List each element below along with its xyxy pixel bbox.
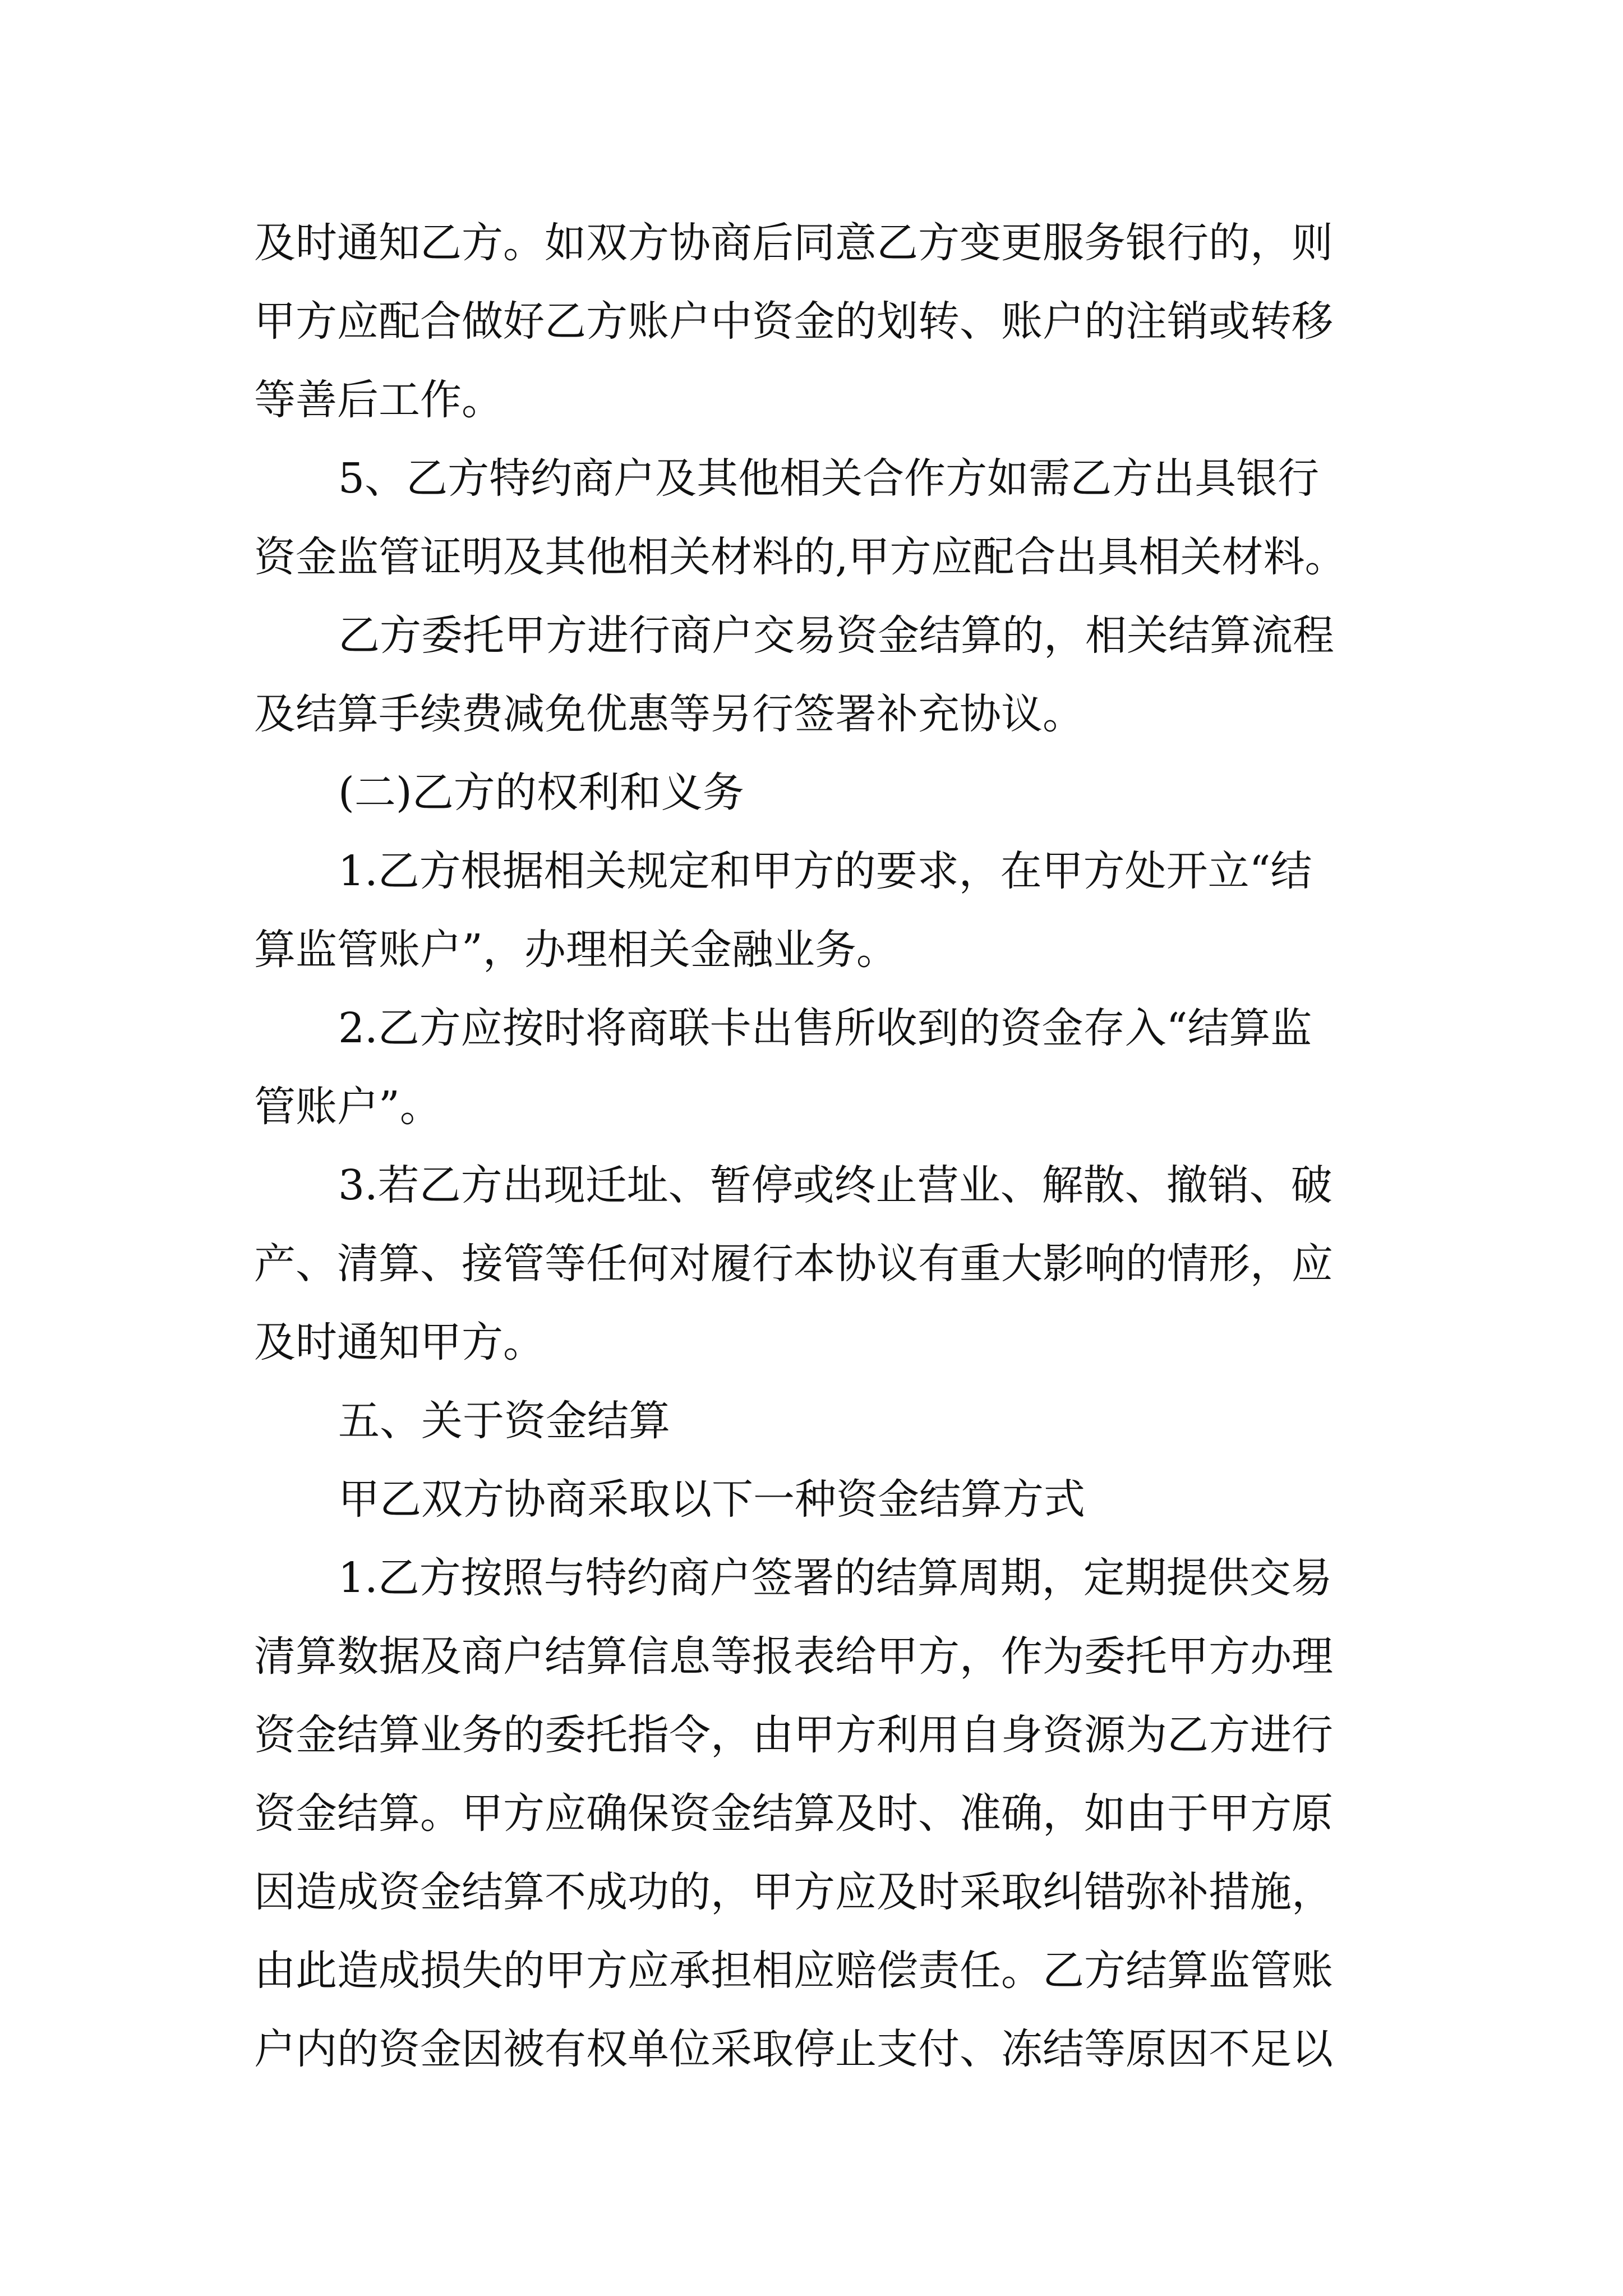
paragraph-line: 资金结算业务的委托指令，由甲方利用自身资源为乙方进行 [254,1711,1333,1759]
clause-item-1: 1.乙方根据相关规定和甲方的要求，在甲方处开立“结 [338,847,1312,895]
paragraph-line: 甲乙双方协商采取以下一种资金结算方式 [338,1475,1085,1524]
paragraph-line: 乙方委托甲方进行商户交易资金结算的，相关结算流程 [338,611,1334,660]
paragraph-line: 因造成资金结算不成功的，甲方应及时采取纠错弥补措施， [254,1868,1333,1916]
paragraph-line: 管账户”。 [254,1083,441,1131]
paragraph-line: 由此造成损失的甲方应承担相应赔偿责任。乙方结算监管账 [254,1947,1333,1995]
clause-item-1: 1.乙方按照与特约商户签署的结算周期，定期提供交易 [338,1554,1332,1602]
paragraph-line: 算监管账户”，办理相关金融业务。 [254,926,898,974]
paragraph-line: 资金监管证明及其他相关材料的,甲方应配合出具相关材料。 [254,533,1347,581]
section-heading: 五、关于资金结算 [338,1397,670,1445]
paragraph-line: 产、清算、接管等任何对履行本协议有重大影响的情形，应 [254,1240,1333,1288]
paragraph-line: 及时通知乙方。如双方协商后同意乙方变更服务银行的，则 [254,219,1333,267]
paragraph-line: 户内的资金因被有权单位采取停止支付、冻结等原因不足以 [254,2025,1333,2073]
paragraph-line: 及结算手续费减免优惠等另行签署补充协议。 [254,690,1084,738]
clause-item-5: 5、乙方特约商户及其他相关合作方如需乙方出具银行 [338,454,1320,503]
paragraph-line: 等善后工作。 [254,376,503,424]
paragraph-line: 及时通知甲方。 [254,1318,545,1366]
paragraph-line: 甲方应配合做好乙方账户中资金的划转、账户的注销或转移 [254,297,1333,346]
clause-item-2: 2.乙方应按时将商联卡出售所收到的资金存入“结算监 [338,1004,1312,1052]
clause-item-3: 3.若乙方出现迁址、暂停或终止营业、解散、撤销、破 [338,1161,1332,1209]
paragraph-line: 清算数据及商户结算信息等报表给甲方，作为委托甲方办理 [254,1632,1333,1681]
paragraph-line: 资金结算。甲方应确保资金结算及时、准确，如由于甲方原 [254,1789,1333,1838]
section-heading: (二)乙方的权利和义务 [338,769,744,817]
